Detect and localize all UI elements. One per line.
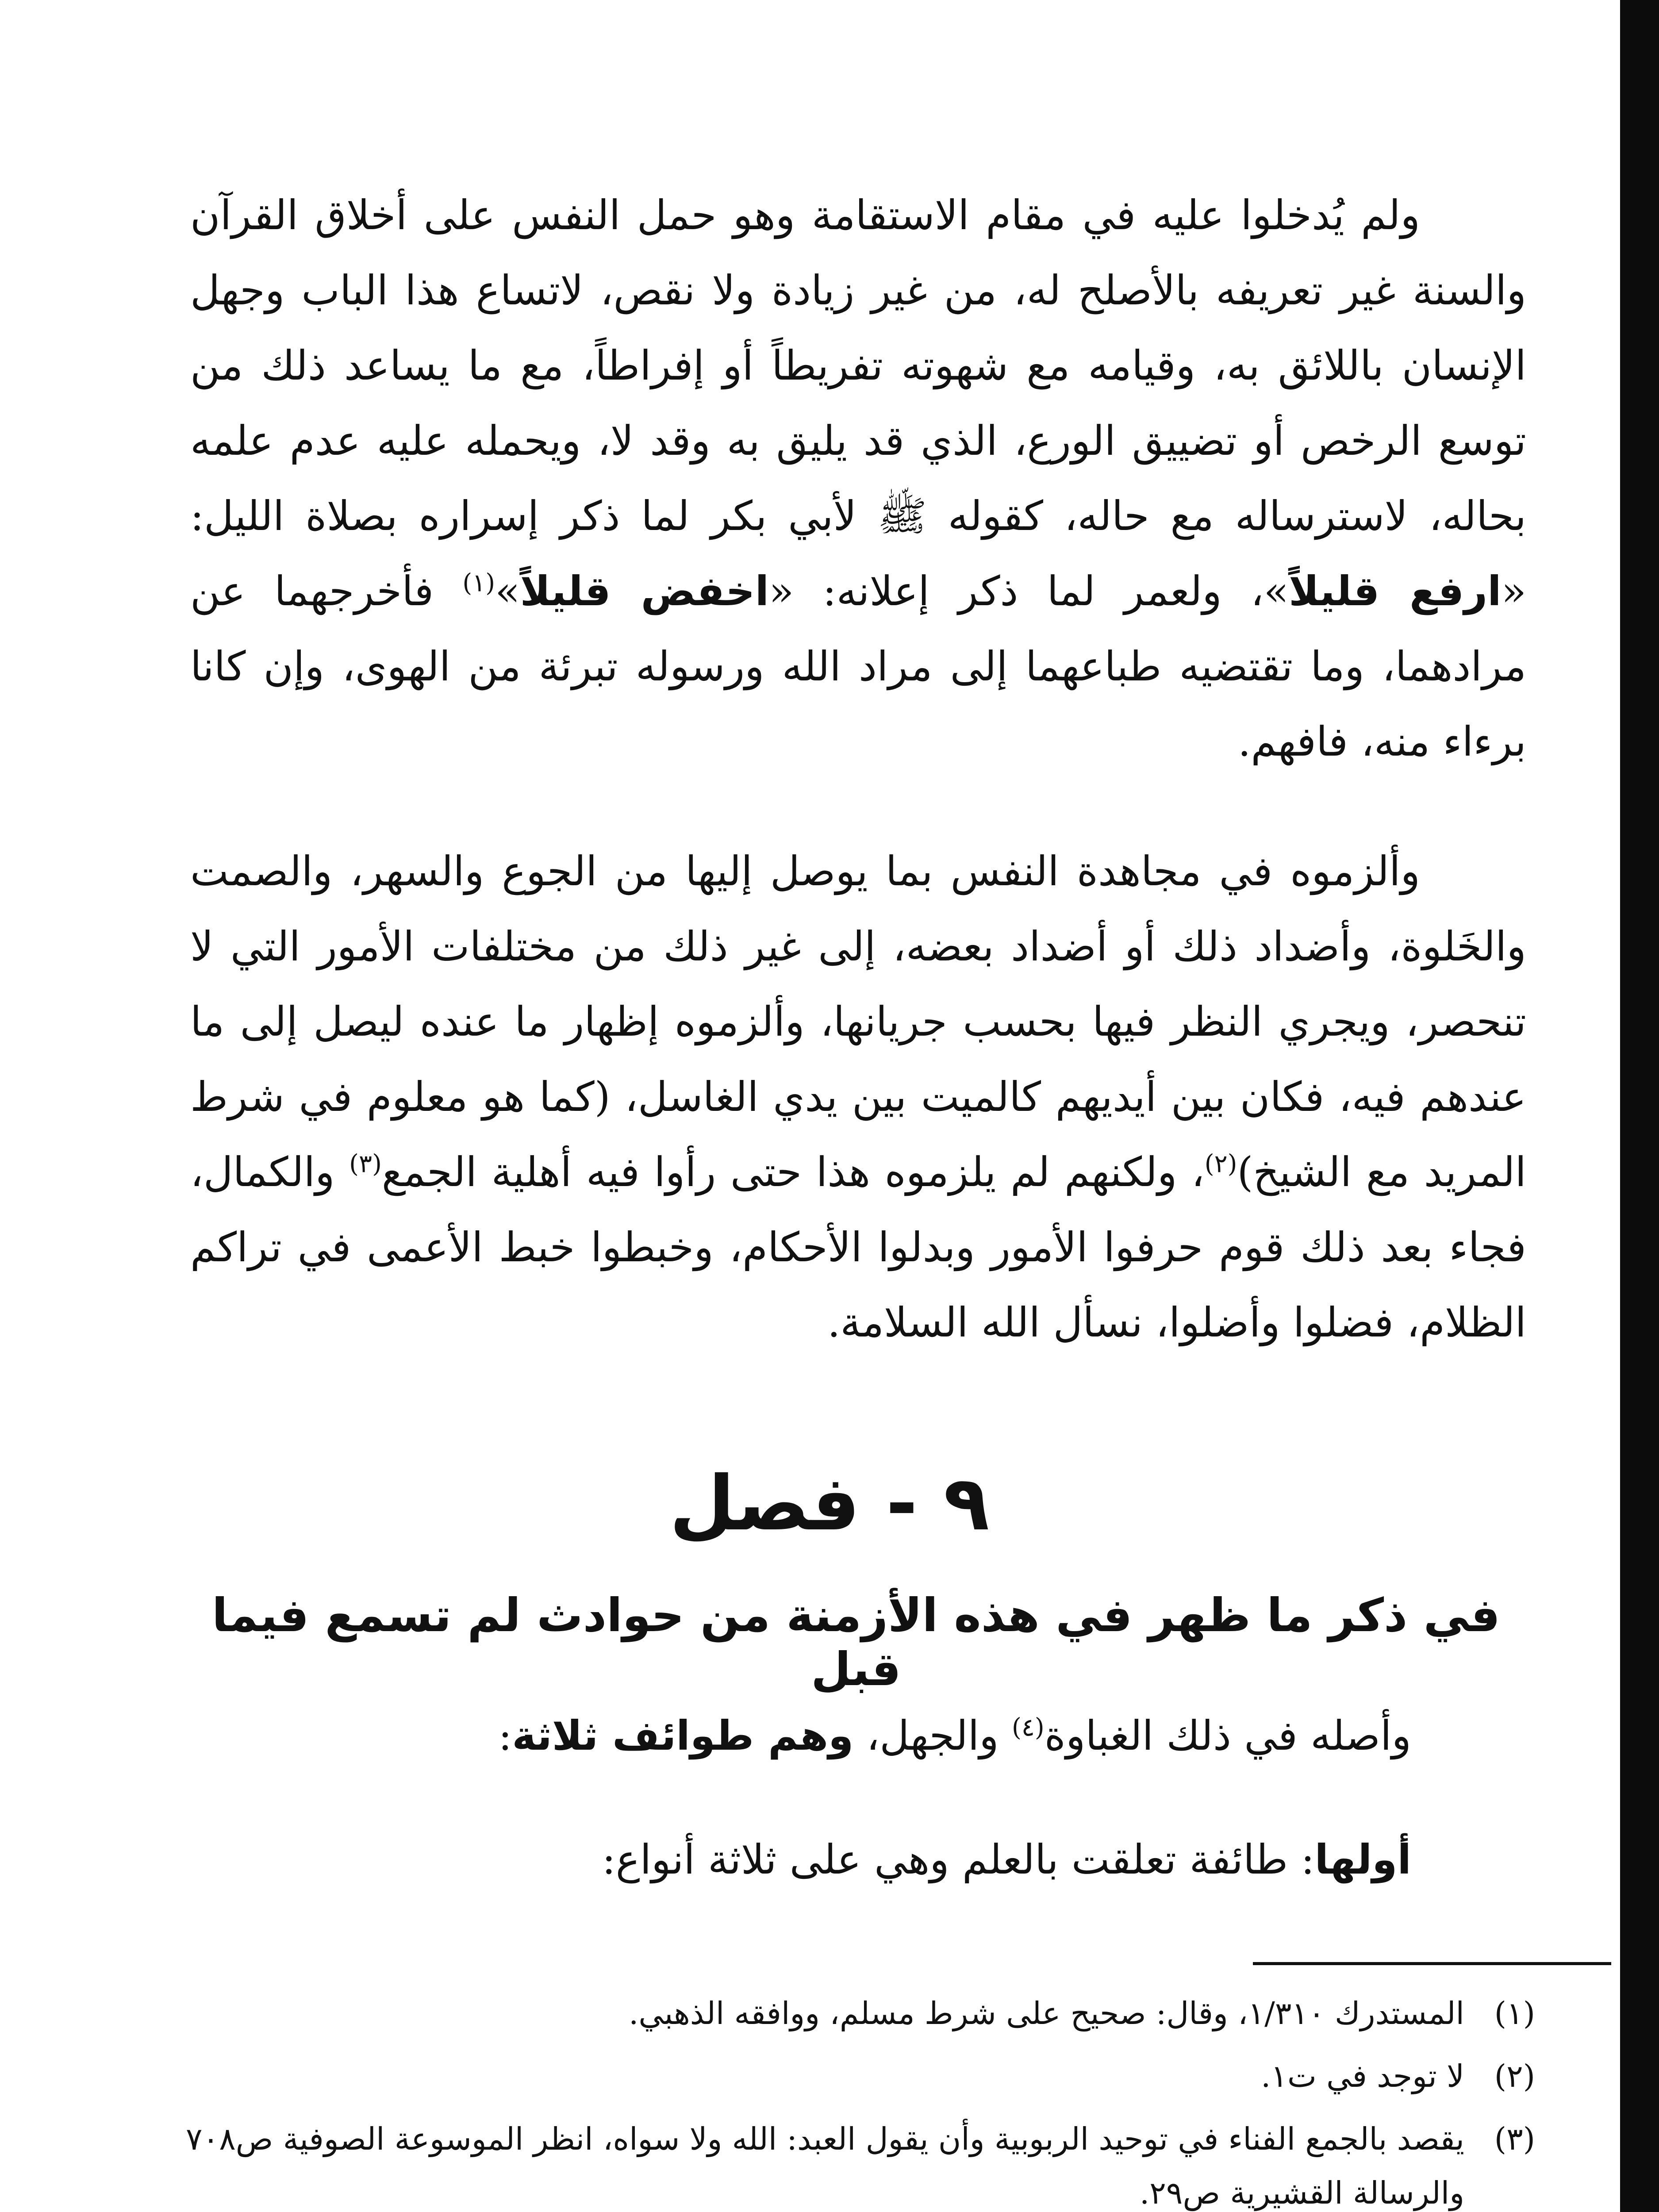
footnote-item — [186, 2112, 1535, 2212]
first-group-text: : طائفة تعلقت بالعلم وهي على ثلاثة أنواع: — [602, 1836, 1315, 1883]
footnote-divider — [1253, 1962, 1611, 1965]
footnote-number: (١) — [1494, 1995, 1535, 2032]
footnote-text: لا توجد في ت١. — [1261, 2058, 1464, 2094]
paragraph-text — [190, 178, 1526, 780]
footnote-ref-4: (٤) — [1011, 1713, 1045, 1742]
footnote-number: (٣) — [1494, 2121, 1535, 2157]
scan-edge — [1620, 0, 1659, 2212]
footnote-text: يقصد بالجمع الفناء في توحيد الربوبية وأن يقول العبد: الله ولا سواه، انظر الموسوعة الصوفية ص٧٠٨ والرسالة القشيرية ص٢٩. — [186, 2121, 1464, 2211]
section-heading-word: فصل — [669, 1460, 860, 1548]
section-heading — [0, 1460, 1659, 1548]
three-groups: وهم طوائف ثلاثة — [512, 1712, 854, 1759]
section-separator: - — [886, 1460, 918, 1548]
quote-lower: اخفض قليلاً — [520, 568, 769, 615]
origin-line — [177, 1712, 1411, 1759]
quote-raise: ارفع قليلاً — [1288, 568, 1502, 615]
section-number: ٩ — [943, 1460, 990, 1548]
paragraph-text-start: ولم يُدخلوا عليه في مقام الاستقامة وهو حمل النفس على أخلاق القرآن والسنة غير تعريفه بالأصلح له، من غير زيادة ولا نقص، لاتساع هذا الباب وجهل الإنسان باللائق به، وقيامه مع شهوته تفريطاً أو إفراطاً، مع ما يساعد ذلك من توسع الرخص أو تضييق الورع، الذي قد يليق به وقد لا، ويحمله عليه عدم علمه بحاله، لاسترساله مع حاله، كقوله ﷺ لأبي بكر لما ذكر إسراره بصلاة الليل: « — [190, 192, 1526, 615]
origin-colon: : — [498, 1712, 512, 1759]
section-title: في ذكر ما ظهر في هذه الأزمنة من حوادث لم تسمع فيما قبل — [212, 1588, 1500, 1696]
paragraph-text-mid: »، ولعمر لما ذكر إعلانه: « — [769, 568, 1289, 615]
footnote-item — [186, 2049, 1535, 2103]
footnote-ref-1: (١) — [462, 568, 495, 598]
footnote-number: (٢) — [1494, 2058, 1535, 2094]
paragraph-text-end: فأخرجهما عن مرادهما، وما تقتضيه طباعهما إلى مراد الله ورسوله تبرئة من الهوى، وإن كانا برءاء منه، فافهم. — [190, 568, 1526, 765]
origin-text-mid: والجهل، — [853, 1712, 1012, 1759]
footnote-item — [186, 1986, 1535, 2040]
body-paragraph-2 — [190, 834, 1526, 1453]
quote-close: » — [495, 568, 520, 615]
footnotes — [186, 1986, 1535, 2212]
paragraph-text-start: وألزموه في مجاهدة النفس بما يوصل إليها من الجوع والسهر، والصمت والخَلوة، وأضداد ذلك أو أضداد بعضه، إلى غير ذلك من مختلفات الأمور التي لا تنحصر، ويجري النظر فيها بحسب جريانها، وألزموه إظهار ما عنده ليصل إلى ما عندهم فيه، فكان بين أيديهم كالميت بين يدي الغاسل، (كما هو معلوم في شرط المريد مع الشيخ) — [190, 848, 1527, 1196]
origin-text: وأصله في ذلك الغباوة — [1044, 1712, 1411, 1759]
body-paragraph-1 — [190, 178, 1526, 841]
first-label: أولها — [1314, 1836, 1411, 1883]
footnote-text: المستدرك ١/٣١٠، وقال: صحيح على شرط مسلم، ووافقه الذهبي. — [629, 1995, 1464, 2032]
paragraph-text-end: والكمال، فجاء بعد ذلك قوم حرفوا الأمور وبدلوا الأحكام، وخبطوا خبط الأعمى في تراكم الظلام، فضلوا وأضلوا، نسأل الله السلامة. — [190, 1148, 1526, 1346]
paragraph-text-mid: ، ولكنهم لم يلزموه هذا حتى رأوا فيه أهلية الجمع — [381, 1148, 1205, 1196]
first-group-line — [177, 1836, 1411, 1883]
paragraph-text — [190, 834, 1526, 1360]
footnote-ref-3: (٣) — [349, 1149, 382, 1179]
footnote-ref-2: (٢) — [1204, 1149, 1237, 1179]
